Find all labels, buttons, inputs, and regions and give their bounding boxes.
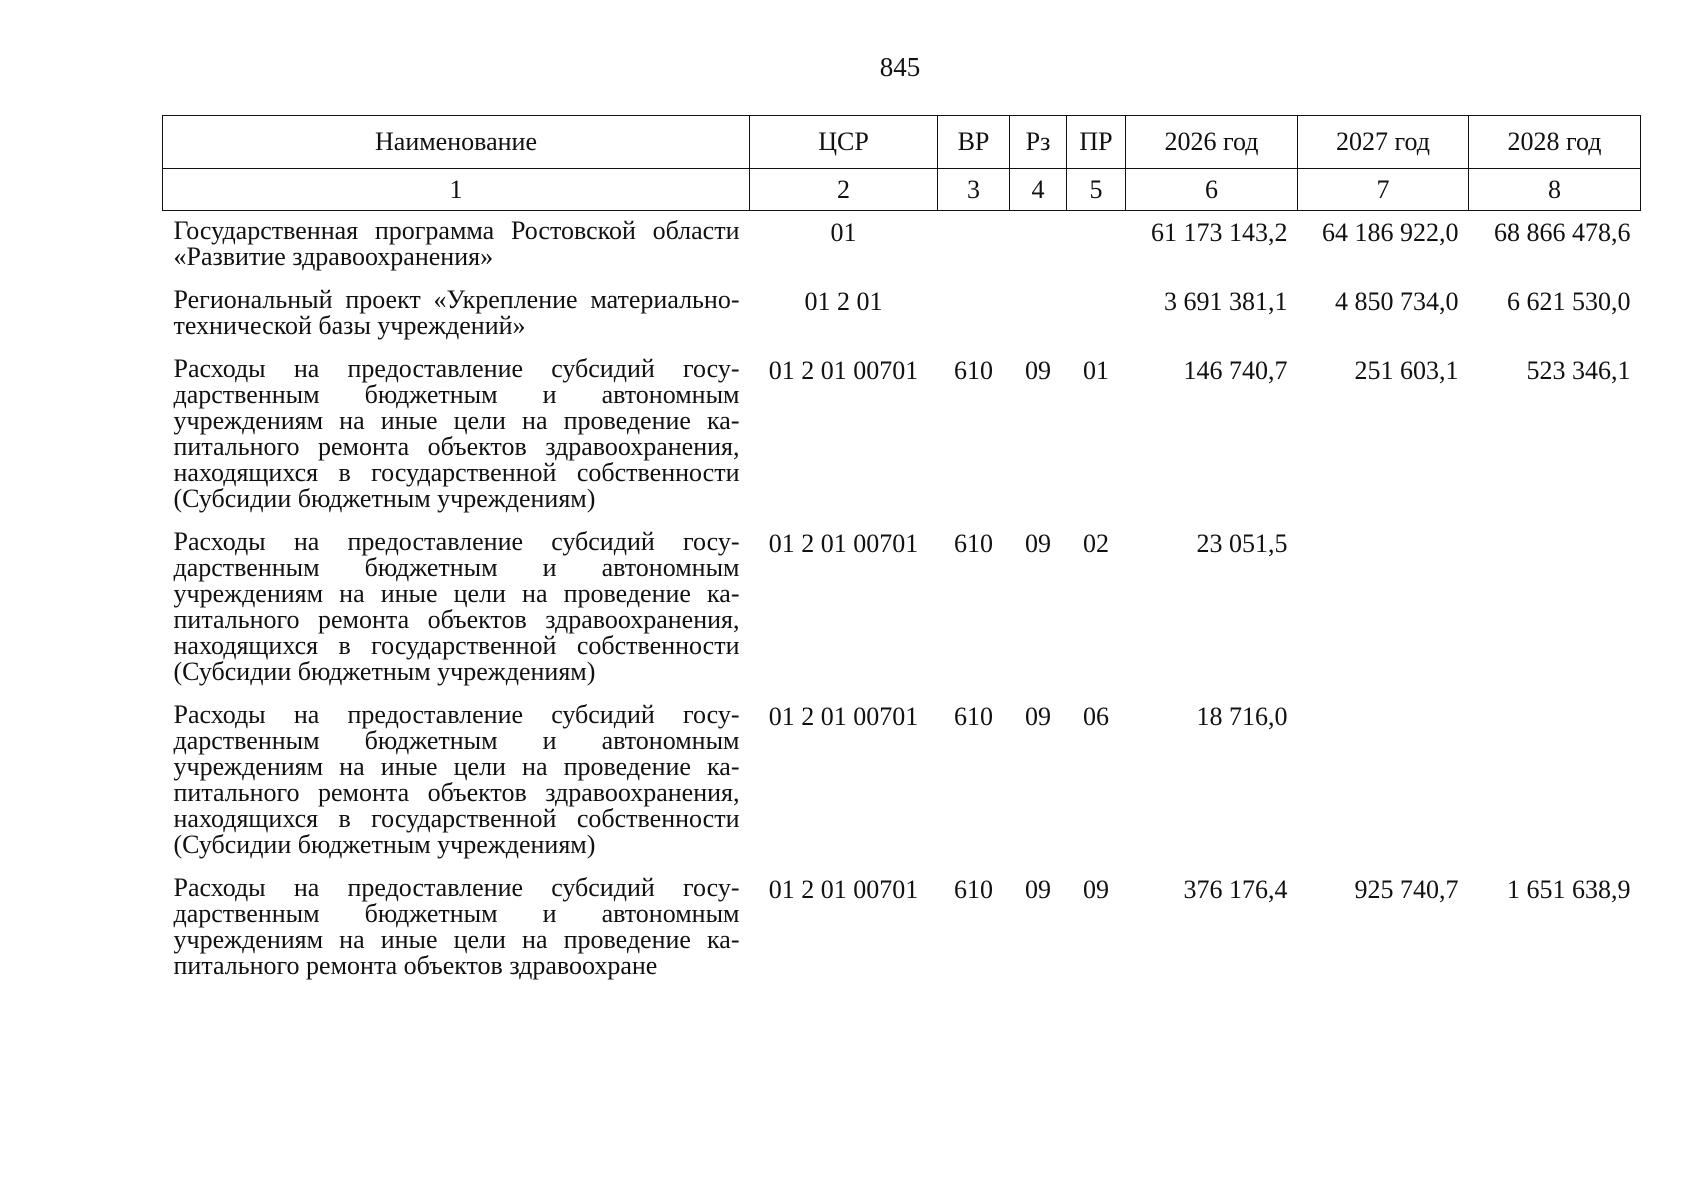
row-rz <box>1010 279 1067 348</box>
table-row <box>163 867 1641 988</box>
row-rz: 09 <box>1025 356 1051 385</box>
table-header-row <box>163 116 1641 169</box>
row-pr: 09 <box>1083 875 1109 904</box>
table-row <box>163 521 1641 694</box>
row-2028: 1 651 638,9 <box>1507 875 1631 904</box>
row-2027: 4 850 734,0 <box>1335 287 1459 316</box>
header-pr: ПР <box>1067 116 1126 169</box>
row-rz: 09 <box>1025 702 1051 731</box>
row-csr: 01 <box>830 218 857 247</box>
row-2027 <box>1298 694 1469 867</box>
row-rz: 09 <box>1025 529 1051 558</box>
row-2028: 68 866 478,6 <box>1494 218 1631 247</box>
row-name: Расходы на предоставление субсидий государственным бюджетным и автономным учреждениям на иные цели на проведение капитального ремонта объектов здравоохранения, находящихся в государственной собственности (Субсидии бюджетным учреждениям) <box>173 527 740 686</box>
table-row <box>163 694 1641 867</box>
column-number: 8 <box>1469 169 1641 211</box>
header-vr: ВР <box>938 116 1010 169</box>
budget-table-container <box>162 115 1640 988</box>
row-2027: 925 740,7 <box>1354 875 1459 904</box>
row-vr <box>938 279 1010 348</box>
row-2028 <box>1469 694 1641 867</box>
row-2026: 18 716,0 <box>1196 702 1288 731</box>
row-pr <box>1067 279 1126 348</box>
row-pr: 02 <box>1083 529 1109 558</box>
header-2026: 2026 год <box>1126 116 1298 169</box>
row-name: Расходы на предоставление субсидий государственным бюджетным и автономным учреждениям на иные цели на проведение капитального ремонта объектов здравоохранения, находящихся в государственной собственности (Субсидии бюджетным учреждениям) <box>173 354 740 513</box>
row-pr <box>1067 211 1126 280</box>
row-name: Государственная программа Ростовской области «Развитие здравоохранения» <box>173 216 740 271</box>
page-number: 845 <box>879 52 921 82</box>
column-number: 4 <box>1010 169 1067 211</box>
table-row <box>163 348 1641 521</box>
column-number-row <box>163 169 1641 211</box>
row-name: Региональный проект «Укрепление материально-технической базы учреждений» <box>173 285 740 340</box>
row-2027 <box>1298 521 1469 694</box>
column-number: 2 <box>750 169 938 211</box>
row-2027: 64 186 922,0 <box>1322 218 1459 247</box>
header-csr: ЦСР <box>750 116 938 169</box>
row-csr: 01 2 01 00701 <box>768 529 919 558</box>
budget-table <box>162 115 1641 988</box>
column-number: 6 <box>1126 169 1298 211</box>
row-rz <box>1010 211 1067 280</box>
row-csr: 01 2 01 <box>804 287 883 316</box>
row-csr: 01 2 01 00701 <box>768 702 919 731</box>
row-2026: 61 173 143,2 <box>1151 218 1288 247</box>
column-number: 3 <box>938 169 1010 211</box>
row-vr <box>938 211 1010 280</box>
header-name: Наименование <box>163 116 750 169</box>
row-vr: 610 <box>954 702 993 731</box>
row-vr: 610 <box>954 875 993 904</box>
row-vr: 610 <box>954 356 993 385</box>
row-csr: 01 2 01 00701 <box>768 356 919 385</box>
row-rz: 09 <box>1025 875 1051 904</box>
row-2026: 376 176,4 <box>1183 875 1288 904</box>
table-row <box>163 279 1641 348</box>
row-2028: 6 621 530,0 <box>1507 287 1631 316</box>
row-2026: 3 691 381,1 <box>1164 287 1288 316</box>
column-number: 5 <box>1067 169 1126 211</box>
row-2028: 523 346,1 <box>1526 356 1631 385</box>
row-pr: 01 <box>1083 356 1109 385</box>
row-name: Расходы на предоставление субсидий государственным бюджетным и автономным учреждениям на иные цели на проведение капитального ремонта объектов здравоохранения, находящихся в государственной собственности (Субсидии бюджетным учреждениям) <box>173 700 740 859</box>
table-row <box>163 211 1641 280</box>
row-vr: 610 <box>954 529 993 558</box>
row-pr: 06 <box>1083 702 1109 731</box>
header-rz: Рз <box>1010 116 1067 169</box>
column-number: 7 <box>1298 169 1469 211</box>
row-csr: 01 2 01 00701 <box>768 875 919 904</box>
row-2026: 23 051,5 <box>1196 529 1288 558</box>
header-2028: 2028 год <box>1469 116 1641 169</box>
row-2027: 251 603,1 <box>1354 356 1459 385</box>
row-2026: 146 740,7 <box>1183 356 1288 385</box>
row-2028 <box>1469 521 1641 694</box>
column-number: 1 <box>163 169 750 211</box>
row-name: Расходы на предоставление субсидий государственным бюджетным и автономным учреждениям на иные цели на проведение капитального ремонта объектов здравоохране <box>173 873 740 980</box>
header-2027: 2027 год <box>1298 116 1469 169</box>
